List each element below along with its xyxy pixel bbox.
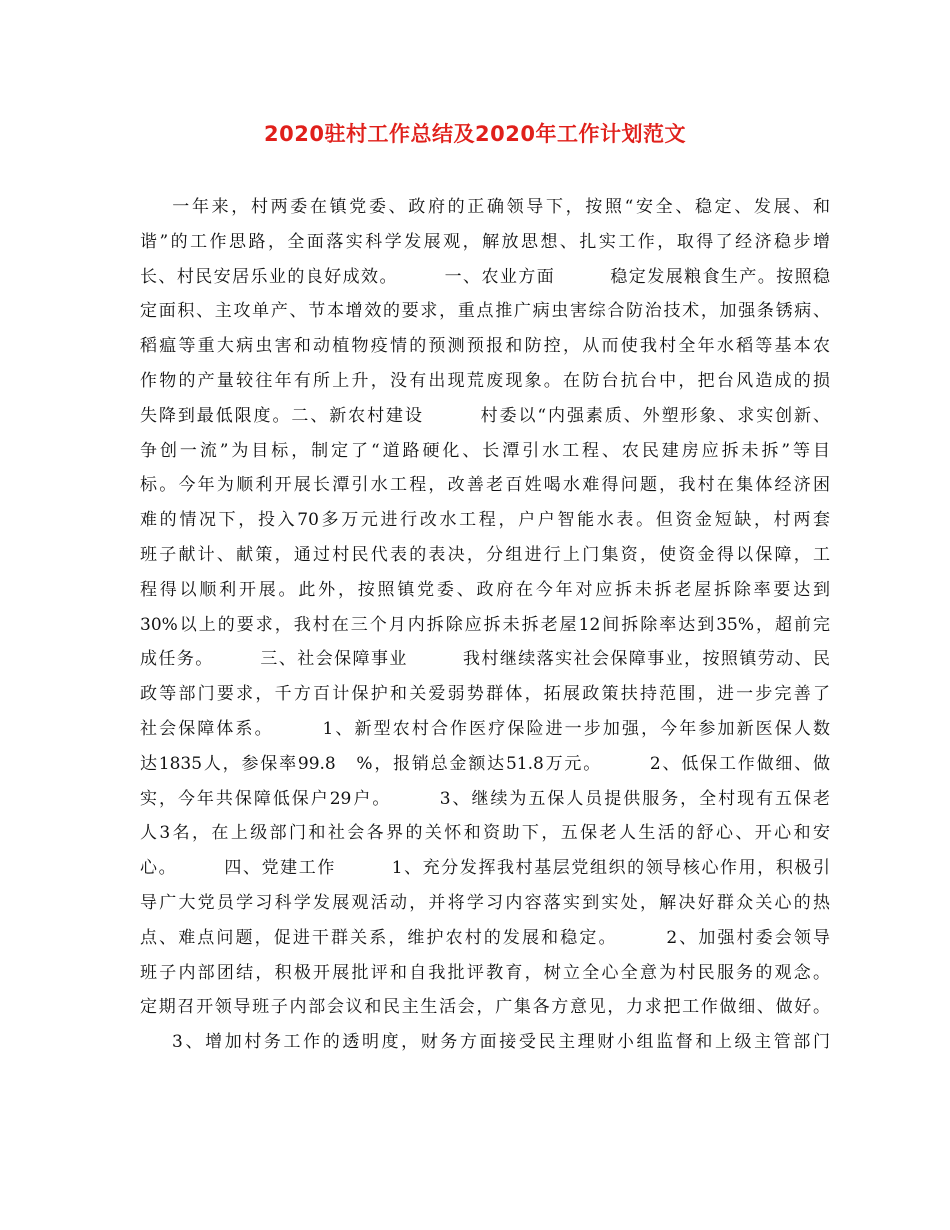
body-line-17: 达1835人，参保率99.8 %，报销总金额达51.8万元。 2、低保工作做细、做 <box>140 753 830 774</box>
document-title: 2020驻村工作总结及2020年工作计划范文 <box>264 122 686 146</box>
body-line-20: 心。 四、党建工作 1、充分发挥我村基层党组织的领导核心作用，积极引 <box>140 858 830 879</box>
body-line-10: 难的情况下，投入70多万元进行改水工程，户户智能水表。但资金短缺，村两套 <box>140 510 830 531</box>
body-line-18: 实，今年共保障低保户29户。 3、继续为五保人员提供服务，全村现有五保老 <box>140 788 830 809</box>
body-line-15: 政等部门要求，千方百计保护和关爱弱势群体，拓展政策扶持范围，进一步完善了 <box>140 684 830 705</box>
body-line-12: 程得以顺利开展。此外，按照镇党委、政府在今年对应拆未拆老屋拆除率要达到 <box>140 579 830 600</box>
body-line-13: 30%以上的要求，我村在三个月内拆除应拆未拆老屋12间拆除率达到35%，超前完 <box>140 614 830 635</box>
body-line-2: 谐”的工作思路，全面落实科学发展观，解放思想、扎实工作，取得了经济稳步增 <box>140 231 830 252</box>
body-line-3: 长、村民安居乐业的良好成效。 一、农业方面 稳定发展粮食生产。按照稳 <box>140 266 830 287</box>
document-body <box>140 190 830 1060</box>
body-line-5: 稻瘟等重大病虫害和动植物疫情的预测预报和防控，从而使我村全年水稻等基本农 <box>140 336 830 357</box>
body-line-16: 社会保障体系。 1、新型农村合作医疗保险进一步加强，今年参加新医保人数 <box>140 718 830 739</box>
body-line-9: 标。今年为顺利开展长潭引水工程，改善老百姓喝水难得问题，我村在集体经济困 <box>140 475 830 496</box>
body-line-19: 人3名，在上级部门和社会各界的关怀和资助下，五保老人生活的舒心、开心和安 <box>140 823 830 844</box>
body-line-4: 定面积、主攻单产、节本增效的要求，重点推广病虫害综合防治技术，加强条锈病、 <box>140 301 830 322</box>
body-line-14: 成任务。 三、社会保障事业 我村继续落实社会保障事业，按照镇劳动、民 <box>140 649 830 670</box>
body-line-11: 班子献计、献策，通过村民代表的表决，分组进行上门集资，使资金得以保障，工 <box>140 544 830 565</box>
body-line-8: 争创一流”为目标，制定了“道路硬化、长潭引水工程、农民建房应拆未拆”等目 <box>140 440 830 461</box>
body-line-22: 点、难点问题，促进干群关系，维护农村的发展和稳定。 2、加强村委会领导 <box>140 927 830 948</box>
body-line-1: 一年来，村两委在镇党委、政府的正确领导下，按照“安全、稳定、发展、和 <box>140 197 830 217</box>
body-line-25: 3、增加村务工作的透明度，财务方面接受民主理财小组监督和上级主管部门 <box>140 1032 830 1053</box>
body-line-24: 定期召开领导班子内部会议和民主生活会，广集各方意见，力求把工作做细、做好。 <box>140 997 830 1018</box>
body-line-7: 失降到最低限度。二、新农村建设 村委以“内强素质、外塑形象、求实创新、 <box>140 405 830 426</box>
body-line-21: 导广大党员学习科学发展观活动，并将学习内容落实到实处，解决好群众关心的热 <box>140 892 830 913</box>
body-line-23: 班子内部团结，积极开展批评和自我批评教育，树立全心全意为村民服务的观念。 <box>140 962 830 983</box>
body-line-6: 作物的产量较往年有所上升，没有出现荒废现象。在防台抗台中，把台风造成的损 <box>140 370 830 391</box>
